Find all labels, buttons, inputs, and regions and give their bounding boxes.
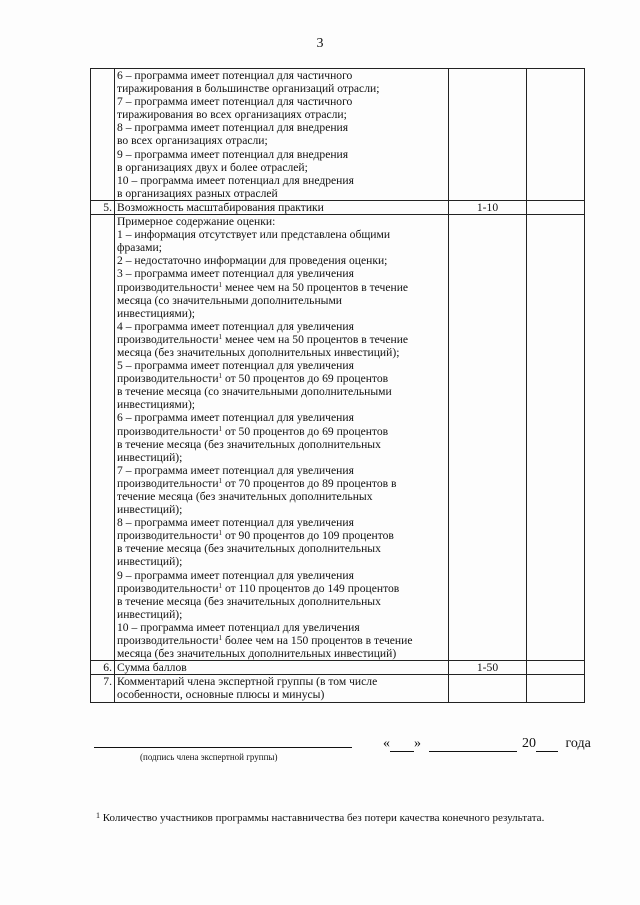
scale-line-text: инвестиций); (117, 555, 183, 569)
scale-line (117, 294, 446, 307)
footnote-reference: 1 (218, 280, 223, 289)
score-cell (449, 215, 527, 661)
mark-cell (527, 215, 585, 661)
description-line: тиражирования во всех организациях отрасли; (117, 108, 347, 122)
footnote-reference: 1 (218, 581, 223, 590)
scale-line-text: инвестициями); (117, 306, 196, 320)
scale-line-text: менее чем на 50 процентов в течение (222, 332, 409, 346)
scale-line (117, 595, 446, 608)
description-line: 9 – программа имеет потенциал для внедрения (117, 147, 349, 161)
scale-line-text: 8 – программа имеет потенциал для увеличения (117, 516, 354, 530)
description-line: 10 – программа имеет потенциал для внедрения (117, 173, 354, 187)
scale-line (117, 582, 446, 595)
scale-line (117, 569, 446, 582)
table-row-sum (91, 661, 585, 675)
row-number-cell (91, 69, 115, 201)
scale-line (117, 621, 446, 634)
scale-line (117, 516, 446, 529)
scale-line-text: производительности (117, 581, 219, 595)
scale-line (117, 228, 446, 241)
scale-line-text: в течение месяца (без значительных дополнительных (117, 542, 381, 556)
scale-line-text: 6 – программа имеет потенциал для увеличения (117, 411, 354, 425)
scale-line-text: 2 – недостаточно информации для проведения оценки; (117, 254, 388, 268)
scale-line-text: месяца (без значительных дополнительных инвестиций) (117, 647, 397, 661)
year-prefix: 20 (522, 736, 536, 751)
scale-line-text: производительности (117, 634, 219, 648)
criterion-description-cell (115, 69, 449, 201)
score-cell (449, 69, 527, 201)
scale-line-text: производительности (117, 529, 219, 543)
scale-line-text: производительности (117, 424, 219, 438)
scale-line-text: от 90 процентов до 109 процентов (222, 529, 394, 543)
page-number: 3 (316, 36, 324, 51)
scale-line-text: 1 – информация отсутствует или представлена общими (117, 228, 391, 242)
scale-line-text: 7 – программа имеет потенциал для увеличения (117, 463, 354, 477)
scale-line (117, 425, 446, 438)
score-cell (449, 675, 527, 702)
scale-line-text: инвестиций); (117, 503, 183, 517)
description-line: в организациях двух и более отраслей; (117, 160, 308, 174)
scale-line-text: от 70 процентов до 89 процентов в (222, 476, 397, 490)
criterion-description-cell (115, 215, 449, 661)
scale-line-text: производительности (117, 280, 219, 294)
criterion-title-cell: Возможность масштабирования практики (115, 200, 449, 214)
scale-line-text: производительности (117, 372, 219, 386)
comment-label-line: Комментарий члена экспертной группы (в том числе (117, 675, 378, 689)
scale-line-text: месяца (со значительными дополнительными (117, 293, 342, 307)
scale-line-text: в течение месяца (со значительными дополнительными (117, 385, 392, 399)
signature-caption: (подпись члена экспертной группы) (140, 752, 278, 762)
scale-line (117, 281, 446, 294)
scale-line (117, 307, 446, 320)
scale-line (117, 555, 446, 568)
score-range-cell: 1-50 (449, 661, 527, 675)
footnote-reference: 1 (218, 424, 223, 433)
scale-line-text: 5 – программа имеет потенциал для увеличения (117, 359, 354, 373)
evaluation-criteria-table (90, 68, 585, 703)
scale-line-text: производительности (117, 332, 219, 346)
scale-line (117, 503, 446, 516)
scale-line (117, 385, 446, 398)
scale-line-text: производительности (117, 476, 219, 490)
scale-line (117, 241, 446, 254)
scale-description-text (117, 215, 446, 660)
continuation-text (117, 69, 446, 200)
scale-line (117, 372, 446, 385)
footnote-mark: 1 (96, 811, 100, 820)
scale-line-text: в течение месяца (без значительных дополнительных (117, 594, 381, 608)
scale-line-text: от 50 процентов до 69 процентов (222, 372, 389, 386)
scale-line-text: инвестиций); (117, 450, 183, 464)
description-line: 8 – программа имеет потенциал для внедрения (117, 121, 349, 135)
date-field (383, 736, 591, 752)
scale-line-text: в течение месяца (без значительных дополнительных (117, 437, 381, 451)
date-close-quote: » (414, 736, 421, 751)
scale-line-text: от 110 процентов до 149 процентов (222, 581, 400, 595)
footnote-reference: 1 (218, 634, 223, 643)
scale-line-text: менее чем на 50 процентов в течение (222, 280, 409, 294)
comment-cell[interactable] (527, 675, 585, 702)
footnote-reference: 1 (218, 476, 223, 485)
score-range-cell: 1-10 (449, 200, 527, 214)
scale-line (117, 634, 446, 647)
scale-line (117, 398, 446, 411)
year-suffix: года (565, 736, 591, 751)
date-open-quote: « (383, 736, 390, 751)
description-line: в организациях разных отраслей (117, 186, 278, 200)
description-line: тиражирования в большинстве организаций отрасли; (117, 82, 380, 96)
description-line: 7 – программа имеет потенциал для частичного (117, 95, 353, 109)
table-row-comment (91, 675, 585, 702)
footnote-reference: 1 (218, 372, 223, 381)
table-row-scalability (91, 200, 585, 214)
scale-line (117, 451, 446, 464)
row-number-cell: 7. (91, 675, 115, 702)
row-number-cell: 6. (91, 661, 115, 675)
description-line: во всех организациях отрасли; (117, 134, 268, 148)
scale-line (117, 267, 446, 280)
scale-line-text: 3 – программа имеет потенциал для увеличения (117, 267, 354, 281)
criterion-title-cell: Сумма баллов (115, 661, 449, 675)
scale-line (117, 608, 446, 621)
month-blank[interactable] (429, 737, 517, 752)
scale-line-text: от 50 процентов до 69 процентов (222, 424, 389, 438)
signature-line[interactable] (94, 747, 352, 748)
table-row-continuation (91, 69, 585, 201)
scale-line-text: 10 – программа имеет потенциал для увеличения (117, 620, 360, 634)
table-row-scalability-scale (91, 215, 585, 661)
scale-line-text: 4 – программа имеет потенциал для увеличения (117, 319, 354, 333)
comment-label-line: особенности, основные плюсы и минусы) (117, 688, 325, 702)
scale-line-text: месяца (без значительных дополнительных инвестиций); (117, 345, 400, 359)
scale-line (117, 542, 446, 555)
scale-line (117, 464, 446, 477)
description-line: 6 – программа имеет потенциал для частичного (117, 69, 353, 82)
scale-line-text: Примерное содержание оценки: (117, 215, 276, 229)
scale-line-text: фразами; (117, 241, 162, 255)
mark-cell (527, 200, 585, 214)
scale-line-text: инвестициями); (117, 398, 196, 412)
scale-line-text: инвестиций); (117, 607, 183, 621)
scale-line (117, 254, 446, 267)
scale-line (117, 359, 446, 372)
scale-line (117, 477, 446, 490)
scale-line (117, 333, 446, 346)
mark-cell[interactable] (527, 661, 585, 675)
scale-line (117, 411, 446, 424)
scale-line (117, 215, 446, 228)
footnote-text: Количество участников программы наставничества без потери качества конечного результата. (100, 812, 545, 824)
scale-line (117, 490, 446, 503)
scale-line (117, 647, 446, 660)
scale-line (117, 438, 446, 451)
scale-line (117, 529, 446, 542)
scale-line (117, 320, 446, 333)
year-blank[interactable] (536, 737, 558, 752)
footnote (96, 812, 544, 824)
scale-line (117, 346, 446, 359)
scale-line-text: течение месяца (без значительных дополнительных (117, 490, 373, 503)
footnote-reference: 1 (218, 332, 223, 341)
scale-line-text: более чем на 150 процентов в течение (222, 634, 413, 648)
footnote-reference: 1 (218, 529, 223, 538)
comment-label-cell (115, 675, 449, 702)
scale-line-text: 9 – программа имеет потенциал для увеличения (117, 568, 354, 582)
row-number-cell: 5. (91, 200, 115, 214)
day-blank[interactable] (390, 737, 414, 752)
mark-cell (527, 69, 585, 201)
row-number-cell (91, 215, 115, 661)
